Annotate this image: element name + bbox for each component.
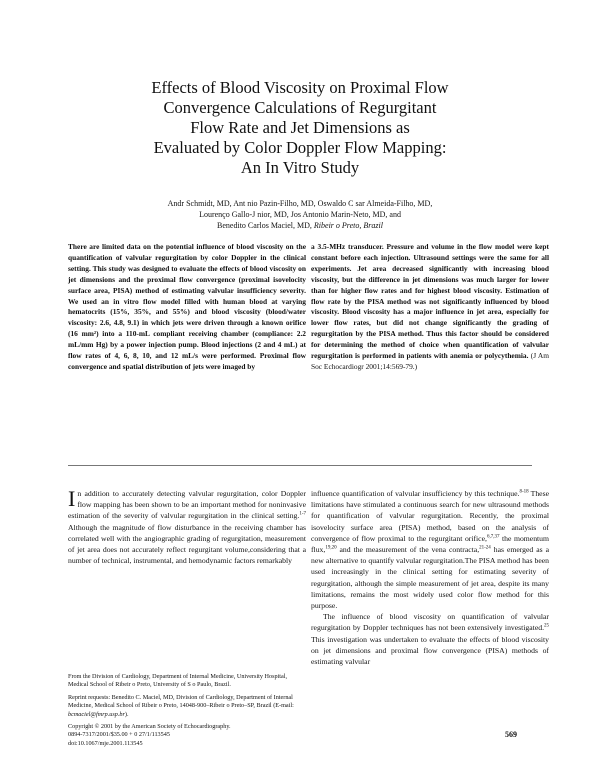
paragraph-text: influence quantification of valvular insufficiency by this technique. — [311, 489, 520, 498]
citation-ref: 6,7,37 — [486, 534, 500, 540]
section-divider — [68, 465, 532, 466]
author-list — [125, 198, 475, 231]
paragraph-text: n addition to accurately detecting valvular regurgitation, color Doppler flow mapping has been shown to be an important method for noninvasive estimation of the severity of valvular regurgitation in the clinical setting. — [68, 489, 306, 521]
drop-cap: I — [68, 486, 76, 511]
citation-ref: 19,20 — [325, 545, 337, 551]
title-line: An In Vitro Study — [240, 158, 360, 177]
paragraph — [311, 611, 549, 667]
citation-ref: 1-7 — [299, 511, 306, 517]
title-line: Convergence Calculations of Regurgitant — [163, 98, 437, 117]
abstract-text: There are limited data on the potential influence of blood viscosity on the quantification of valvular regurgitation by color Doppler in the clinical setting. This study was designed to evaluate the effects of blood viscosity on jet dimensions and the proximal flow convergence (proximal isovelocity surface area, PISA) method of estimating valvular insufficiency severity. We used an in vitro flow model filled with human blood at varying hematocrits (15%, 35%, and 55%) and blood viscosity (blood/water viscosity: 2.6, 4.8, 9.1) in which jets were driven through a known orifice (16 mm²) into a 110-mL compliant receiving chamber (compliance: 2.2 mL/mm Hg) by a power injection pump. Blood injections (2 and 4 mL) at flow rates of 4, 6, 8, 10, and 12 mL/s were performed. Proximal flow convergence and spatial distribution of jets were imaged by — [68, 242, 306, 371]
reprint-note — [68, 694, 306, 719]
affiliation-note: From the Division of Cardiology, Department of Internal Medicine, University Hospital, Medical School of Ribeir o Preto, University of S o Paulo, Brazil. — [68, 673, 288, 689]
paragraph-text: The influence of blood viscosity on quantification of valvular regurgitation by Doppler techniques has not been extensively investigated. — [311, 612, 549, 633]
paragraph-text: has emerged as a new alternative to quantify valvular regurgitation.The PISA method has been used increasingly in the clinical setting for estimating severity of regurgitation, although the simple measurement of jet area, despite its many limitations, remains the most widely used color flow method for this purpose. — [311, 545, 550, 611]
journal-citation: (J Am Soc Echocardiogr 2001;14:569-79.) — [311, 351, 550, 371]
citation-ref: 8-18 — [519, 489, 529, 495]
abstract-left-column — [68, 242, 306, 373]
doi-line: doi:10.1067/mje.2001.113545 — [68, 739, 143, 747]
reprint-end: ). — [124, 710, 129, 718]
body-right-column — [311, 488, 549, 667]
author-line — [125, 220, 475, 231]
title-line: Flow Rate and Jet Dimensions as — [190, 118, 410, 137]
copyright-line: Copyright © 2001 by the American Society of Echocardiography. — [68, 723, 231, 731]
page-number: 569 — [505, 730, 517, 739]
email-link[interactable]: bcmaciel@fmrp.usp.br — [68, 710, 125, 718]
author-institution: Ribeir o Preto, Brazil — [313, 221, 383, 230]
paragraph-text: the momentum flux, — [311, 533, 549, 555]
title-line: Evaluated by Color Doppler Flow Mapping: — [153, 138, 447, 157]
author-line: Andr Schmidt, MD, Ant nio Pazin-Filho, MD, Oswaldo C sar Almeida-Filho, MD, — [167, 199, 433, 208]
article-title — [90, 78, 510, 178]
paragraph-text: These limitations have stimulated a continuous search for new ultrasound methods for quantification of valvular regurgitation. Recently, the proximal isovelocity surface area (PISA) method, based on the analysis of convergence of flow proximal to the regurgitant orifice, — [311, 489, 549, 543]
paragraph-text: Although the magnitude of flow disturbance in the receiving chamber has correlated well with the angiographic grading of regurgitation, measurement of jet area does not accurately reflect regurgitant volume,considering that a number of technical, instrumental, and hemodynamic factors remarkably — [68, 522, 306, 566]
reprint-text: Reprint requests: Benedito C. Maciel, MD, Division of Cardiology, Department of Internal Medicine, Medical School of Ribeir o Preto, 14048-900–Ribeir o Preto–SP, Brazil (E-mail: — [68, 693, 294, 710]
title-line: Effects of Blood Viscosity on Proximal Flow — [151, 78, 449, 97]
body-left-column — [68, 488, 306, 566]
author-names: Benedito Carlos Maciel, MD, — [217, 221, 314, 230]
issn-line: 0894-7317/2001/$35.00 + 0 27/1/113545 — [68, 731, 170, 739]
author-line: Lourenço Gallo-J nior, MD, Jos Antonio Marin-Neto, MD, and — [199, 210, 401, 219]
citation-ref: 25 — [544, 623, 549, 629]
paragraph — [311, 488, 549, 611]
abstract-right-column — [311, 242, 549, 373]
paragraph — [68, 488, 306, 566]
footnotes — [68, 673, 306, 748]
paragraph-text: and the measurement of the vena contracta, — [336, 545, 480, 555]
paragraph-text: This investigation was undertaken to evaluate the effects of blood viscosity on jet dimensions and proximal flow convergence (PISA) methods of estimating valvular — [311, 634, 549, 667]
abstract-text: a 3.5-MHz transducer. Pressure and volume in the flow model were kept constant before each injection. Ultrasound settings were the same for all experiments. Jet area decreased significantly with increasing blood viscosity, but the difference in jet dimensions was much larger for lower than for higher flow rates and for highest blood viscosity. Estimation of flow rate by the PISA method was not significantly influenced by blood viscosity. Blood viscosity has a major influence in jet area, especially for lower flow rates, but did not change significantly the grading of regurgitation by the PISA method. Thus this factor should be considered for determining the method of choice when quantification of valvular regurgitation is performed in patients with anemia or polycythemia. — [311, 242, 549, 361]
citation-ref: 21-24 — [479, 545, 491, 551]
